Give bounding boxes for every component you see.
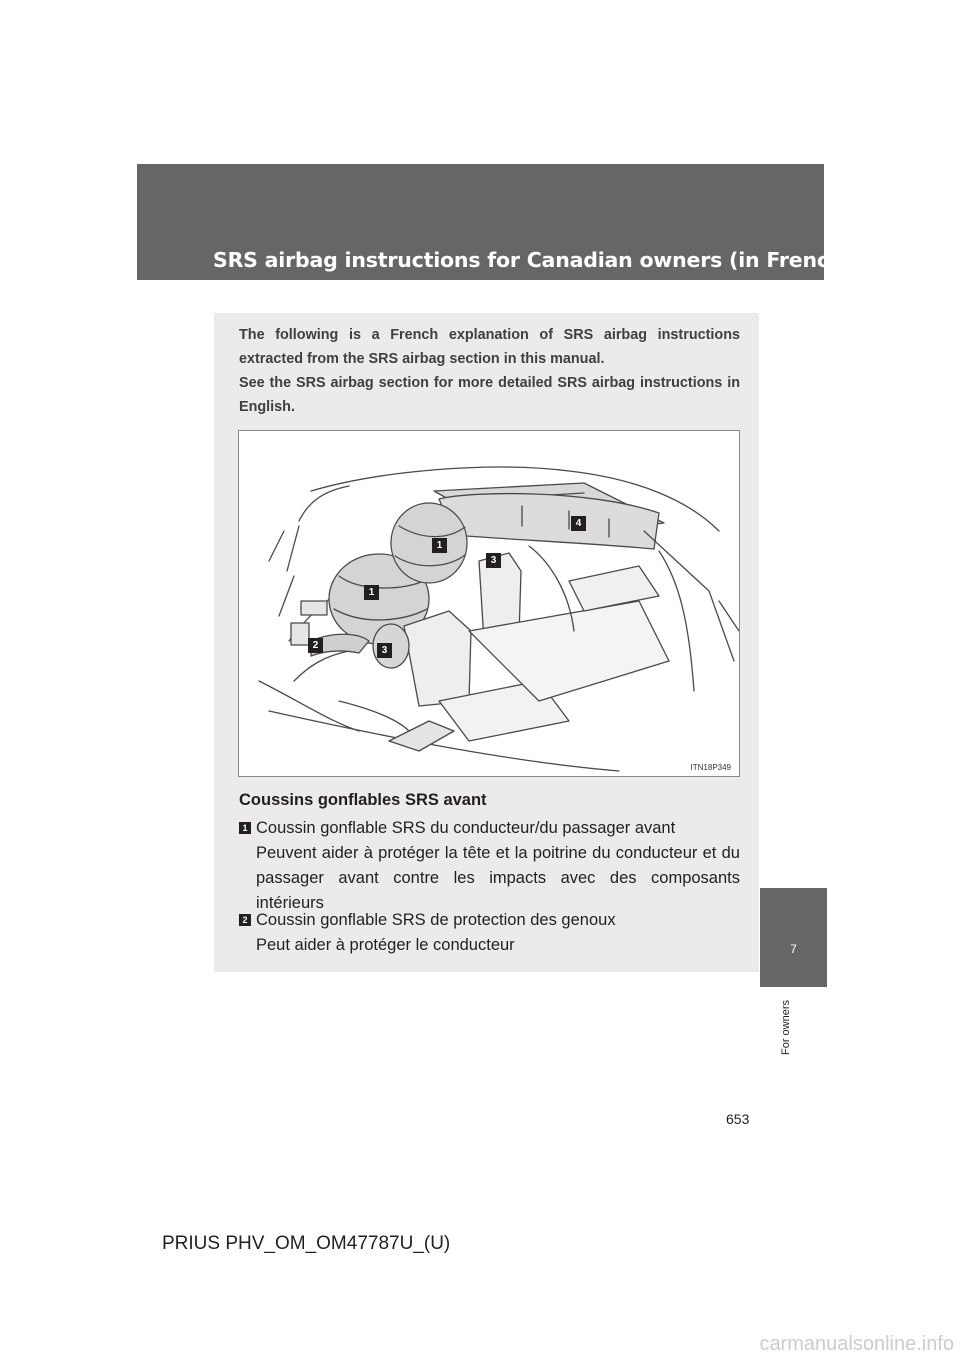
callout-3-driver-seat: 3 xyxy=(377,643,392,658)
item-marker: 1 xyxy=(239,822,251,834)
item-marker: 2 xyxy=(239,914,251,926)
callout-1-passenger: 1 xyxy=(432,538,447,553)
figure-code: ITN18P349 xyxy=(690,763,731,772)
intro-paragraph-1: The following is a French explanation of SRS airbag instructions extracted from the SRS airbag section in this manual. xyxy=(239,327,740,367)
chapter-tab xyxy=(760,888,827,987)
list-item xyxy=(239,908,740,958)
item-description: Peut aider à protéger le conducteur xyxy=(256,936,515,954)
page-title: SRS airbag instructions for Canadian owners (in French) xyxy=(213,248,853,272)
callout-1-driver: 1 xyxy=(364,585,379,600)
item-title: Coussin gonflable SRS du conducteur/du passager avant xyxy=(256,819,676,837)
list-item xyxy=(239,816,740,916)
callout-4-curtain: 4 xyxy=(571,516,586,531)
callout-3-front-seat: 3 xyxy=(486,553,501,568)
intro-paragraph-2: See the SRS airbag section for more detailed SRS airbag instructions in English. xyxy=(239,375,740,415)
watermark: carmanualsonline.info xyxy=(759,1333,954,1355)
callout-2-knee: 2 xyxy=(308,638,323,653)
airbag-illustration xyxy=(238,430,740,777)
item-title: Coussin gonflable SRS de protection des genoux xyxy=(256,911,616,929)
section-heading: Coussins gonflables SRS avant xyxy=(239,791,487,809)
intro-text xyxy=(239,323,740,419)
page-number: 653 xyxy=(726,1111,750,1127)
document-code: PRIUS PHV_OM_OM47787U_(U) xyxy=(162,1233,451,1254)
car-interior-drawing xyxy=(239,431,740,777)
chapter-number: 7 xyxy=(790,942,797,956)
chapter-label: For owners xyxy=(780,1000,792,1056)
item-description: Peuvent aider à protéger la tête et la poitrine du conducteur et du passager avant contre les impacts avec des composants intérieurs xyxy=(256,844,740,912)
